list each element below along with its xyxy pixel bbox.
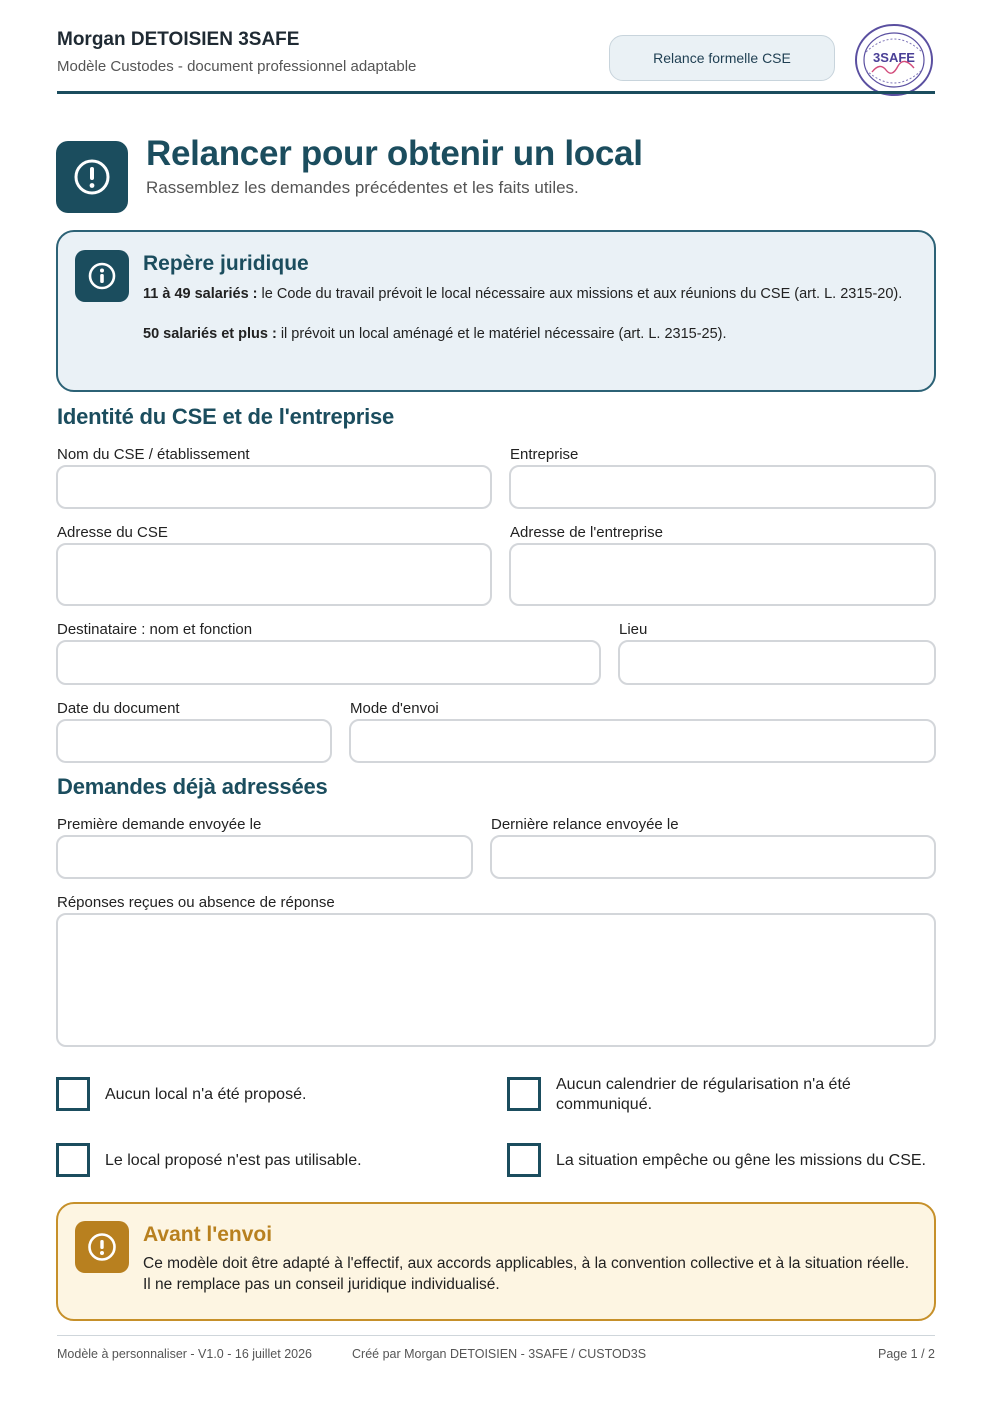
- alert-icon: [56, 141, 128, 213]
- cse-address-label: Adresse du CSE: [57, 524, 168, 541]
- header-subtitle: Modèle Custodes - document professionnel adaptable: [57, 58, 417, 75]
- legal-box-title: Repère juridique: [143, 252, 309, 275]
- send-mode-field[interactable]: [349, 719, 936, 763]
- checkbox-no-local-proposed[interactable]: [56, 1077, 90, 1111]
- footer-author: Créé par Morgan DETOISIEN - 3SAFE / CUSTOD3S: [352, 1347, 647, 1361]
- stamp-text: 3SAFE: [873, 50, 915, 65]
- company-address-label: Adresse de l'entreprise: [510, 524, 663, 541]
- warning-box-text: Ce modèle doit être adapté à l'effectif, aux accords applicables, à la convention collective et à la situation réelle. Il ne remplace pas un conseil juridique individualisé.: [143, 1255, 910, 1293]
- first-request-label: Première demande envoyée le: [57, 816, 262, 833]
- cse-name-label: Nom du CSE / établissement: [57, 446, 250, 463]
- page-title: Relancer pour obtenir un local: [146, 134, 643, 173]
- header-divider: [57, 91, 935, 94]
- warning-box-title: Avant l'envoi: [143, 1223, 273, 1246]
- responses-field[interactable]: [56, 913, 936, 1047]
- company-label: Entreprise: [510, 446, 579, 463]
- company-field[interactable]: [509, 465, 936, 509]
- responses-label: Réponses reçues ou absence de réponse: [57, 894, 335, 911]
- check-label-no-schedule: Aucun calendrier de régularisation n'a été communiqué.: [556, 1076, 851, 1113]
- footer-version: Modèle à personnaliser - V1.0 - 16 juillet 2026: [57, 1347, 313, 1361]
- author-name: Morgan DETOISIEN 3SAFE: [57, 29, 300, 50]
- company-stamp-logo: [852, 22, 936, 98]
- legal-line-2-bold: 50 salariés et plus :: [143, 326, 277, 342]
- check-label-no-local-proposed: Aucun local n'a été proposé.: [105, 1086, 307, 1103]
- document-type-badge: Relance formelle CSE: [609, 35, 835, 81]
- footer-divider: [57, 1335, 935, 1336]
- place-field[interactable]: [618, 640, 936, 685]
- checkbox-local-unusable[interactable]: [56, 1143, 90, 1177]
- date-label: Date du document: [57, 700, 180, 717]
- legal-line-1-bold: 11 à 49 salariés :: [143, 286, 258, 302]
- legal-line-1-text: le Code du travail prévoit le local nécessaire aux missions et aux réunions du CSE (art. L. 2315-20).: [257, 286, 903, 302]
- recipient-label: Destinataire : nom et fonction: [57, 621, 253, 638]
- cse-name-field[interactable]: [56, 465, 492, 509]
- requests-section-title: Demandes déjà adressées: [57, 774, 328, 799]
- cse-address-field[interactable]: [56, 543, 492, 606]
- legal-line-small-companies: [143, 284, 913, 304]
- info-icon: [75, 250, 129, 302]
- recipient-field[interactable]: [56, 640, 601, 685]
- legal-line-large-companies: [143, 324, 913, 344]
- page-number: Page 1 / 2: [878, 1347, 935, 1361]
- company-address-field[interactable]: [509, 543, 936, 606]
- last-reminder-date-field[interactable]: [490, 835, 936, 879]
- place-label: Lieu: [619, 621, 648, 638]
- identity-section-title: Identité du CSE et de l'entreprise: [57, 404, 395, 429]
- first-request-date-field[interactable]: [56, 835, 473, 879]
- checkbox-missions-hindered[interactable]: [507, 1143, 541, 1177]
- check-label-missions-hindered: La situation empêche ou gêne les missions du CSE.: [556, 1152, 926, 1169]
- page-subtitle: Rassemblez les demandes précédentes et les faits utiles.: [146, 178, 579, 197]
- send-mode-label: Mode d'envoi: [350, 700, 439, 717]
- date-field[interactable]: [56, 719, 332, 763]
- checkbox-no-schedule[interactable]: [507, 1077, 541, 1111]
- last-reminder-label: Dernière relance envoyée le: [491, 816, 679, 833]
- legal-line-2-text: il prévoit un local aménagé et le matériel nécessaire (art. L. 2315-25).: [276, 326, 727, 342]
- check-label-local-unusable: Le local proposé n'est pas utilisable.: [105, 1152, 362, 1169]
- warning-icon: [75, 1221, 129, 1273]
